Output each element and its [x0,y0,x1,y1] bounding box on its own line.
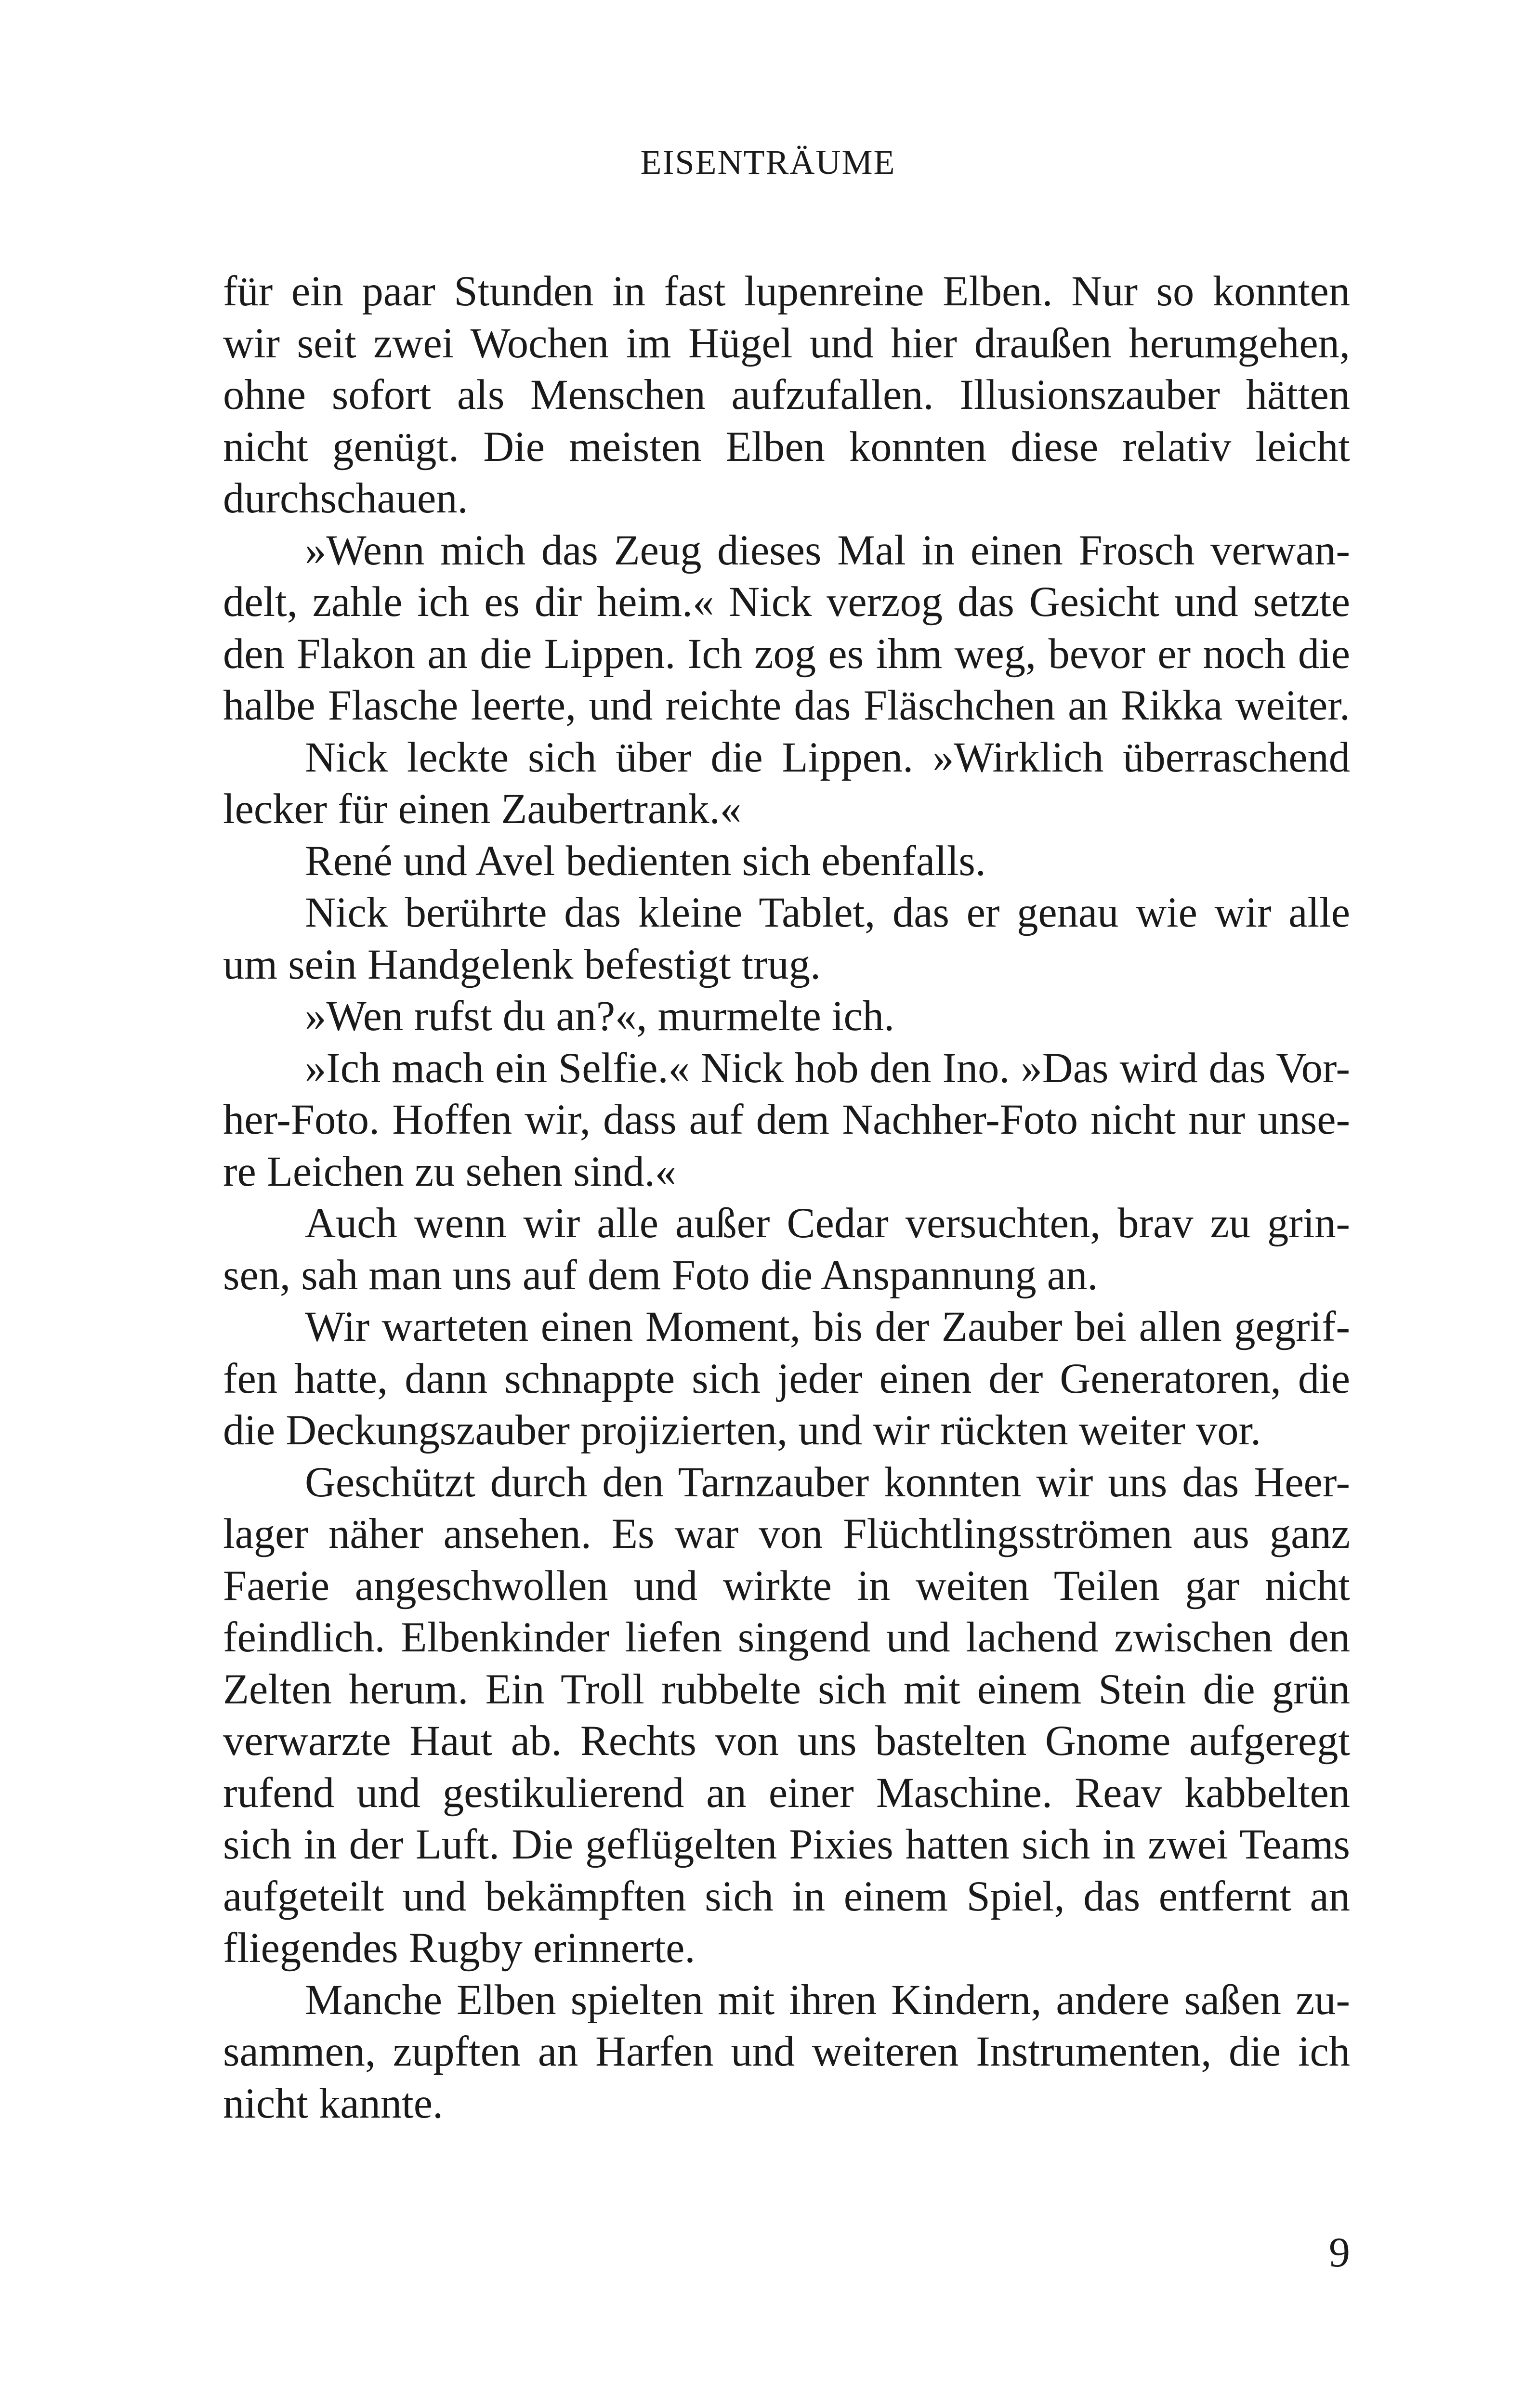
text-line: her-Foto. Hoffen wir, dass auf dem Nachher-Foto nicht nur unse- [223,1096,1350,1143]
text-line: Manche Elben spielten mit ihren Kindern, andere saßen zu- [305,1976,1350,2024]
text-line: delt, zahle ich es dir heim.« Nick verzog das Gesicht und setzte [223,578,1350,626]
text-line: Wir warteten einen Moment, bis der Zauber bei allen gegrif- [305,1303,1350,1350]
text-line: fen hatte, dann schnappte sich jeder einen der Generatoren, die [223,1355,1350,1402]
body-text [223,266,1350,2130]
text-line: nicht genügt. Die meisten Elben konnten diese relativ leicht [223,423,1350,471]
text-line: den Flakon an die Lippen. Ich zog es ihm weg, bevor er noch die [223,630,1350,678]
text-line: aufgeteilt und bekämpften sich in einem Spiel, das entfernt an [223,1872,1350,1920]
text-line: sich in der Luft. Die geflügelten Pixies hatten sich in zwei Teams [223,1821,1350,1868]
text-line: für ein paar Stunden in fast lupenreine Elben. Nur so konnten [223,268,1350,315]
text-line: Zelten herum. Ein Troll rubbelte sich mit einem Stein die grün [223,1665,1350,1713]
text-line: »Ich mach ein Selfie.« Nick hob den Ino. »Das wird das Vor- [305,1044,1350,1092]
text-line: ohne sofort als Menschen aufzufallen. Illusionszauber hätten [223,371,1350,419]
text-line: halbe Flasche leerte, und reichte das Fläschchen an Rikka weiter. [223,682,1350,729]
text-line: »Wen rufst du an?«, murmelte ich. [305,993,895,1040]
text-line: sen, sah man uns auf dem Foto die Anspannung an. [223,1251,1098,1299]
text-line: feindlich. Elbenkinder liefen singend und lachend zwischen den [223,1614,1350,1661]
text-line: verwarzte Haut ab. Rechts von uns bastelten Gnome aufgeregt [223,1717,1350,1765]
text-line: re Leichen zu sehen sind.« [223,1148,677,1195]
text-line: lager näher ansehen. Es war von Flüchtlingsströmen aus ganz [223,1510,1350,1557]
page-number: 9 [1329,2229,1350,2276]
text-line: durchschauen. [223,475,468,522]
text-line: sammen, zupften an Harfen und weiteren Instrumenten, die ich [223,2028,1350,2075]
text-line: Auch wenn wir alle außer Cedar versuchten, brav zu grin- [305,1200,1350,1247]
text-line: wir seit zwei Wochen im Hügel und hier draußen herumgehen, [223,319,1350,367]
text-line: Nick berührte das kleine Tablet, das er genau wie wir alle [305,889,1350,936]
text-line: nicht kannte. [223,2080,444,2127]
text-line: lecker für einen Zaubertrank.« [223,785,742,833]
running-head: EISENTRÄUME [640,143,896,182]
text-line: René und Avel bedienten sich ebenfalls. [305,837,986,885]
text-line: Nick leckte sich über die Lippen. »Wirklich überraschend [305,733,1350,781]
text-line: Faerie angeschwollen und wirkte in weiten Teilen gar nicht [223,1562,1350,1610]
text-line: die Deckungszauber projizierten, und wir rückten weiter vor. [223,1407,1261,1454]
text-line: fliegendes Rugby erinnerte. [223,1924,696,1972]
text-line: rufend und gestikulierend an einer Maschine. Reav kabbelten [223,1769,1350,1817]
text-line: um sein Handgelenk befestigt trug. [223,941,821,988]
text-line: »Wenn mich das Zeug dieses Mal in einen Frosch verwan- [305,526,1350,574]
text-line: Geschützt durch den Tarnzauber konnten wir uns das Heer- [305,1458,1350,1506]
